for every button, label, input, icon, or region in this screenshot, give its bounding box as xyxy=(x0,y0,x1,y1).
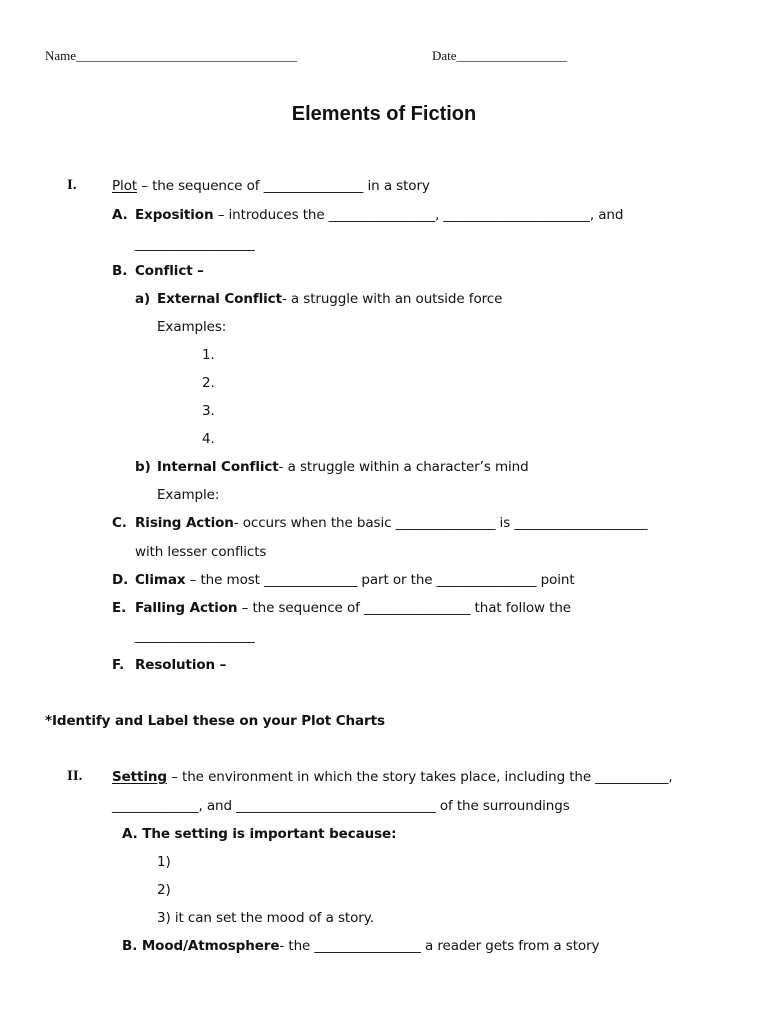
section-1-numeral: I. xyxy=(67,177,77,193)
date-label: Date xyxy=(432,48,457,63)
internal-conflict-text: - a struggle within a character’s mind xyxy=(278,459,529,475)
item-b-letter: B. xyxy=(112,263,128,279)
page-title: Elements of Fiction xyxy=(291,103,477,125)
exposition-text: – introduces the ________________, ______________________, and xyxy=(213,207,624,223)
internal-letter: b) xyxy=(135,459,151,475)
item-c-letter: C. xyxy=(112,515,127,531)
external-conflict-term: External Conflict xyxy=(157,291,282,307)
date-blank: _________________ xyxy=(456,48,568,63)
resolution-term: Resolution – xyxy=(135,657,227,673)
climax-text: – the most ______________ part or the _______________ point xyxy=(185,572,575,588)
external-conflict-text: - a struggle with an outside force xyxy=(281,291,503,307)
example-number: 1. xyxy=(202,347,215,363)
falling-action-continuation: __________________ xyxy=(135,628,255,644)
example-number: 2. xyxy=(202,375,215,391)
rising-action-line xyxy=(135,514,647,532)
climax-term: Climax xyxy=(135,572,186,588)
example-number: 3. xyxy=(202,403,215,419)
plot-chart-note: *Identify and Label these on your Plot Charts xyxy=(45,713,385,729)
setting-line xyxy=(112,768,673,786)
mood-line xyxy=(122,937,599,955)
setting-importance-heading: A. The setting is important because: xyxy=(122,826,397,842)
setting-reason: 3) it can set the mood of a story. xyxy=(157,910,374,926)
internal-conflict-line xyxy=(157,458,529,476)
setting-reason: 1) xyxy=(157,854,171,870)
setting-reason: 2) xyxy=(157,882,171,898)
name-line xyxy=(45,48,297,64)
plot-term: Plot xyxy=(112,178,138,194)
setting-term: Setting xyxy=(112,769,167,785)
examples-label: Examples: xyxy=(157,319,227,335)
plot-definition: – the sequence of _______________ in a story xyxy=(137,178,430,194)
name-label: Name xyxy=(45,48,77,63)
falling-action-term: Falling Action xyxy=(135,600,238,616)
rising-action-text: - occurs when the basic _______________ is ____________________ xyxy=(233,515,648,531)
rising-action-term: Rising Action xyxy=(135,515,234,531)
name-blank: __________________________________ xyxy=(76,48,298,63)
date-line xyxy=(432,48,567,64)
external-conflict-line xyxy=(157,290,502,308)
setting-definition: – the environment in which the story takes place, including the ___________, xyxy=(167,769,673,785)
mood-text: - the ________________ a reader gets from a story xyxy=(279,938,600,954)
item-f-letter: F. xyxy=(112,657,125,673)
external-letter: a) xyxy=(135,291,151,307)
conflict-term: Conflict – xyxy=(135,263,204,279)
plot-line xyxy=(112,177,430,195)
exposition-continuation: __________________ xyxy=(135,236,255,252)
item-e-letter: E. xyxy=(112,600,127,616)
section-2-numeral: II. xyxy=(67,768,83,784)
item-a-letter: A. xyxy=(112,207,128,223)
internal-conflict-term: Internal Conflict xyxy=(157,459,279,475)
item-d-letter: D. xyxy=(112,572,129,588)
climax-line xyxy=(135,571,575,589)
example-label: Example: xyxy=(157,487,220,503)
exposition-line xyxy=(135,206,623,224)
example-number: 4. xyxy=(202,431,215,447)
falling-action-line xyxy=(135,599,571,617)
rising-action-continuation: with lesser conflicts xyxy=(135,544,267,560)
falling-action-text: – the sequence of ________________ that follow the xyxy=(237,600,572,616)
mood-term: B. Mood/Atmosphere xyxy=(122,938,280,954)
exposition-term: Exposition xyxy=(135,207,214,223)
setting-continuation: _____________, and ______________________________ of the surroundings xyxy=(112,798,570,814)
